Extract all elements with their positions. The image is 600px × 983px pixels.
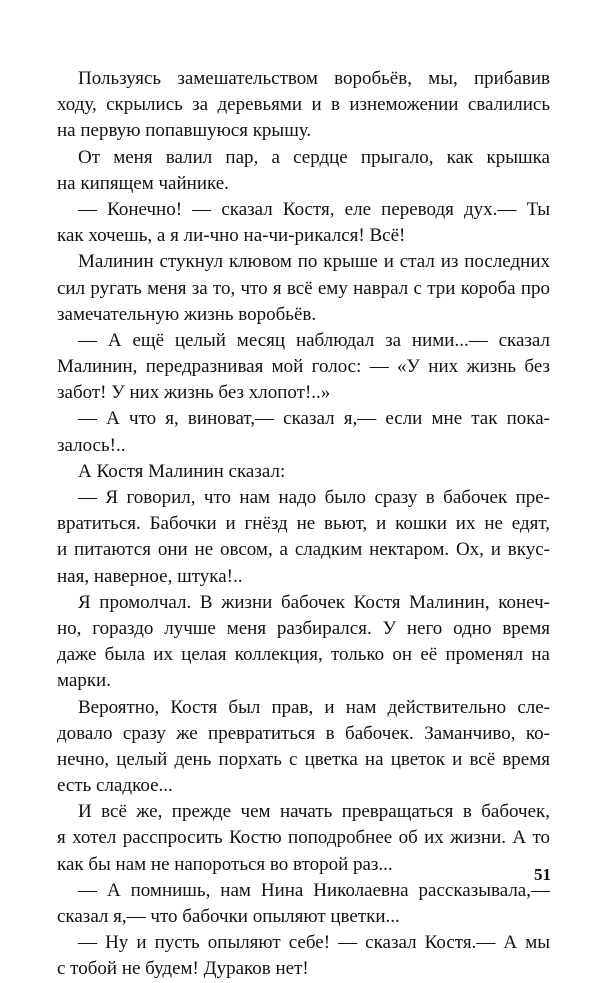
text-line: — А что я, виноват,— сказал я,— если мне так пока- bbox=[78, 408, 550, 430]
text-line: Малинин, передразнивая мой голос: — «У них жизнь без bbox=[57, 356, 550, 378]
text-line: — А помнишь, нам Нина Николаевна рассказывала,— bbox=[78, 879, 550, 901]
text-line: на кипящем чайнике. bbox=[57, 172, 229, 194]
page-number: 51 bbox=[534, 865, 551, 884]
text-line: есть сладкое... bbox=[57, 775, 173, 797]
text-line: как хочешь, а я ли-чно на-чи-рикался! Всё! bbox=[57, 225, 406, 247]
text-line: И всё же, прежде чем начать превращаться в бабочек, bbox=[78, 801, 550, 823]
text-line: Пользуясь замешательством воробьёв, мы, прибавив bbox=[78, 68, 550, 89]
text-line: ная, наверное, штука!.. bbox=[57, 565, 243, 587]
text-line: Вероятно, Костя был прав, и нам действительно сле- bbox=[78, 696, 550, 718]
text-line: сил ругать меня за то, что я всё ему наврал с три короба про bbox=[57, 277, 550, 299]
text-line: — Конечно! — сказал Костя, еле переводя дух.— Ты bbox=[78, 198, 550, 220]
text-line: забот! У них жизнь без хлопот!..» bbox=[57, 382, 331, 404]
text-line: но, гораздо лучше меня разбирался. У него одно время bbox=[57, 617, 550, 639]
text-line: От меня валил пар, а сердце прыгало, как крышка bbox=[78, 146, 550, 168]
text-line: довало сразу же превратиться в бабочек. Заманчиво, ко- bbox=[57, 722, 550, 744]
text-line: с тобой не будем! Дураков нет! bbox=[57, 958, 309, 980]
text-line: — А ещё целый месяц наблюдал за ними...— сказал bbox=[78, 329, 550, 351]
text-line: залось!.. bbox=[57, 434, 126, 456]
text-line: сказал я,— что бабочки опыляют цветки... bbox=[57, 906, 400, 927]
text-line: ходу, скрылись за деревьями и в изнеможении свалились bbox=[57, 94, 550, 116]
text-line: как бы нам не напороться во второй раз... bbox=[57, 853, 393, 875]
text-line: — Я говорил, что нам надо было сразу в бабочек пре- bbox=[78, 487, 550, 508]
text-line: на первую попавшуюся крышу. bbox=[57, 120, 312, 142]
text-line: марки. bbox=[57, 670, 111, 692]
text-line: вратиться. Бабочки и гнёзд не вьют, и кошки их не едят, bbox=[57, 513, 550, 535]
text-line: я хотел расспросить Костю поподробнее об их жизни. А то bbox=[57, 827, 550, 849]
text-line: А Костя Малинин сказал: bbox=[78, 460, 286, 482]
text-line: даже была их целая коллекция, только он её променял на bbox=[57, 644, 550, 666]
text-line: и питаются они не овсом, а сладким нектаром. Ох, и вкус- bbox=[57, 539, 550, 561]
text-line: Я промолчал. В жизни бабочек Костя Малинин, конеч- bbox=[78, 591, 550, 613]
text-line: нечно, целый день порхать с цветка на цветок и всё время bbox=[57, 748, 550, 770]
text-line: — Ну и пусть опыляют себе! — сказал Костя.— А мы bbox=[78, 932, 550, 954]
text-line: Малинин стукнул клювом по крыше и стал из последних bbox=[78, 251, 550, 273]
book-page-text bbox=[57, 66, 550, 983]
text-line: замечательную жизнь воробьёв. bbox=[57, 303, 317, 325]
